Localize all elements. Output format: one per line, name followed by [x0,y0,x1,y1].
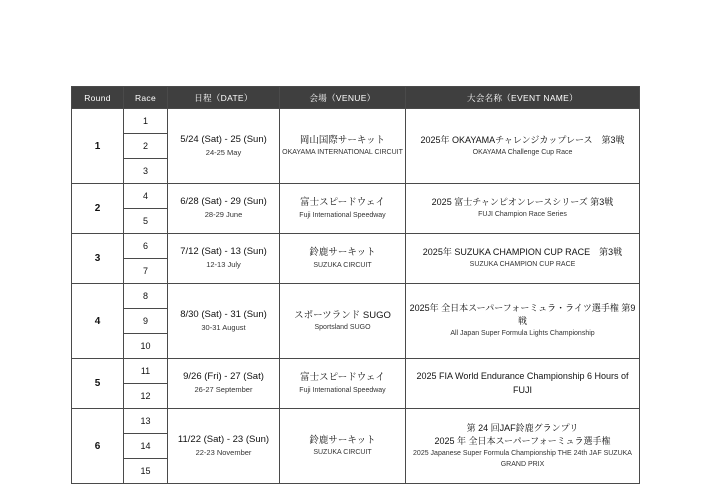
event-cell [406,359,640,409]
date-main: 8/30 (Sat) - 31 (Sun) [180,308,267,320]
date-cell [168,409,280,484]
race-number: 7 [124,259,168,284]
venue-main: 富士スピードウェイ [300,372,385,384]
date-sub: 26-27 September [194,385,253,395]
venue-sub: SUZUKA CIRCUIT [313,261,372,269]
venue-main: 富士スピードウェイ [300,197,385,209]
column-header-round: Round [72,87,124,109]
race-number: 9 [124,309,168,334]
race-number: 6 [124,234,168,259]
event-sub: All Japan Super Formula Lights Championship [450,330,595,338]
event-sub: 2025 Japanese Super Formula Championship THE 24th JAF SUZUKA GRAND PRIX [413,449,632,469]
table-row [72,409,640,434]
date-main: 7/12 (Sat) - 13 (Sun) [180,246,267,258]
date-cell [168,234,280,284]
venue-cell [280,359,406,409]
round-number: 1 [72,109,124,184]
round-number: 3 [72,234,124,284]
event-cell [406,284,640,359]
venue-main: 鈴鹿サーキット [309,434,376,446]
event-main: 2025年 OKAYAMAチャレンジカップレース 第3戦 [420,134,625,145]
race-number: 10 [124,334,168,359]
date-main: 6/28 (Sat) - 29 (Sun) [180,196,267,208]
event-main-secondary: 2025 年 全日本スーパーフォーミュラ選手権 [434,435,611,446]
round-number: 2 [72,184,124,234]
venue-main: 鈴鹿サーキット [309,247,376,259]
table-row [72,234,640,259]
race-number: 3 [124,159,168,184]
table-row [72,184,640,209]
race-number: 11 [124,359,168,384]
event-main: 2025 FIA World Endurance Championship 6 Hours of FUJI [416,371,629,395]
date-sub: 12-13 July [206,260,241,270]
table-row [72,284,640,309]
date-sub: 22-23 November [195,447,252,457]
event-cell [406,409,640,484]
venue-sub: Fuji International Speedway [299,211,386,219]
event-sub: SUZUKA CHAMPION CUP RACE [469,261,576,269]
race-number: 13 [124,409,168,434]
race-schedule-table [71,86,640,484]
race-number: 8 [124,284,168,309]
date-cell [168,359,280,409]
venue-cell [280,109,406,184]
venue-cell [280,284,406,359]
venue-cell [280,184,406,234]
race-number: 5 [124,209,168,234]
column-header-venue: 会場（VENUE） [280,87,406,109]
date-sub: 24-25 May [205,147,242,157]
table-header [72,87,640,109]
date-cell [168,284,280,359]
round-number: 5 [72,359,124,409]
race-number: 12 [124,384,168,409]
event-cell [406,109,640,184]
race-number: 14 [124,434,168,459]
round-number: 6 [72,409,124,484]
event-cell [406,234,640,284]
event-main: 2025年 全日本スーパーフォーミュラ・ライツ選手権 第9戦 [409,303,636,327]
date-cell [168,184,280,234]
event-main: 2025 富士チャンピオンレースシリーズ 第3戦 [431,197,614,208]
table-header-row [72,87,640,109]
date-sub: 28-29 June [204,210,243,220]
race-number: 1 [124,109,168,134]
date-sub: 30-31 August [201,322,246,332]
column-header-event: 大会名称（EVENT NAME） [406,87,640,109]
venue-cell [280,234,406,284]
date-main: 5/24 (Sat) - 25 (Sun) [180,133,267,145]
venue-main: スポーツランド SUGO [294,309,391,321]
venue-sub: Sportsland SUGO [314,324,371,332]
event-sub: FUJI Champion Race Series [478,211,567,219]
venue-main: 岡山国際サーキット [299,134,386,146]
table-body [72,109,640,484]
date-cell [168,109,280,184]
race-number: 15 [124,459,168,484]
table-row [72,359,640,384]
event-sub: OKAYAMA Challenge Cup Race [472,148,573,156]
event-cell [406,184,640,234]
race-number: 4 [124,184,168,209]
column-header-date: 日程（DATE） [168,87,280,109]
schedule-sheet [71,86,639,484]
venue-sub: Fuji International Speedway [299,386,386,394]
column-header-race: Race [124,87,168,109]
venue-cell [280,409,406,484]
venue-sub: OKAYAMA INTERNATIONAL CIRCUIT [282,149,403,157]
event-main: 第 24 回JAF鈴鹿グランプリ [466,422,579,433]
table-row [72,109,640,134]
date-main: 11/22 (Sat) - 23 (Sun) [177,433,270,445]
round-number: 4 [72,284,124,359]
event-main: 2025年 SUZUKA CHAMPION CUP RACE 第3戦 [422,247,623,258]
venue-sub: SUZUKA CIRCUIT [313,449,372,457]
race-number: 2 [124,134,168,159]
date-main: 9/26 (Fri) - 27 (Sat) [183,371,264,383]
